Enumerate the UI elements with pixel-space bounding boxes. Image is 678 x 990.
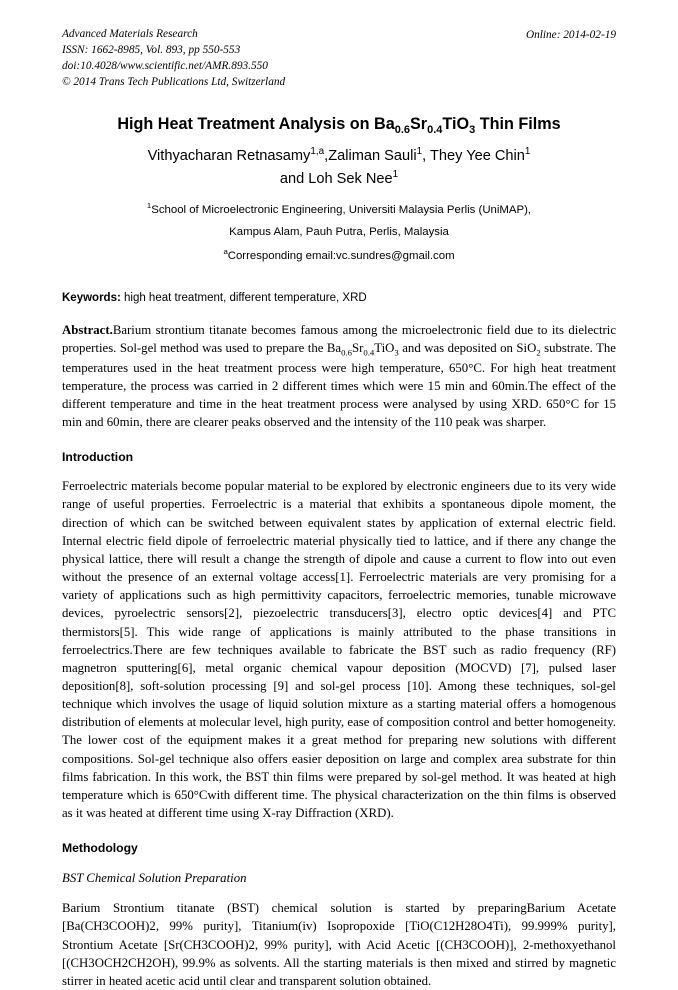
author-2-sup: 1 [416,145,423,157]
author-4-sup: 1 [392,168,399,180]
abstract-sub-4: 2 [536,347,541,358]
author-1-sup: 1,a [310,145,325,157]
abstract-text-5: substrate. The temperatures used in the heat treatment process were high temperature, 650°C. For high heat treatment temperature, the process was carried in 2 different times which were 15 min and 60min.The effect of the different temperature and time in the heat treatment process were analysed by using XRD. 650°C for 15 min and 60min, there are clearer peaks observed and the intensity of the 110 peak was sharper. [62,340,616,430]
issn-volume-pages: ISSN: 1662-8985, Vol. 893, pp 550-553 [62,44,241,57]
abstract-text-1: Barium strontium titanate becomes famous among the microelectronic field due to its dielectric properties. Sol-gel method was used to prepare the Ba [62,322,616,355]
affiliation-marker: 1 [146,200,152,210]
introduction-paragraph: Ferroelectric materials become popular material to be explored by electronic engineers due to its very wide range of useful properties. Ferroelectric is a material that exhibits a spontaneous dipole moment, the direction of which can be switched between equivalent states by application of external electric field. Internal electric field dipole of ferroelectric material physically tied to lattice, and if there any change the physical lattice, there will result a change the strength of dipole and cause a current to flow into out even without the presence of an external voltage access[1]. Ferroelectric materials are very promising for a variety of applications such as high permittivity capacitors, ferroelectric memories, tunable microwave devices, pyroelectric sensors[2], piezoelectric transducers[3], electro optic devices[4] and PTC thermistors[5]. This wide range of applications is mainly attributed to the phase transitions in ferroelectrics.There are few techniques available to fabricate the BST such as radio frequency (RF) magnetron sputtering[6], metal organic chemical vapour deposition (MOCVD) [7], pulsed laser deposition[8], soft-solution processing [9] and sol-gel process [10]. Among these techniques, sol-gel technique which involves the usage of liquid solution mixture as a starting material offers a homogenous distribution of elements at molecular level, high purity, ease of composition control and better homogeneity. The lower cost of the equipment makes it a great method for preparing new solutions with different compositions. Sol-gel technique also offers easier deposition on large and complex area substrate for thin films fabrication. In this work, the BST thin films were prepared by sol-gel method. It was heated at high temperature which is 650°Cwith different time. The physical characterization on the thin films is observed as it was heated at different time using X-ray Diffraction (XRD). [62,479,616,821]
author-1: Vithyacharan Retnasamy [147,147,311,164]
keywords-label: Keywords: [62,291,121,304]
abstract-sub-3: 3 [394,347,399,358]
header-left-block [62,26,285,90]
abstract-sub-2: 0.4 [363,347,375,358]
author-list [62,145,616,167]
affiliation-line-1 [62,198,616,222]
bst-solution-paragraph: Barium Strontium titanate (BST) chemical solution is started by preparingBarium Acetate [Ba(CH3COOH)2, 99% purity], Titanium(iv) Isopropoxide [TiO(C12H28O4Ti), 99.999% purity], Strontium Acetate [Sr(CH3COOH)2, 99% purity], with Acid Acetic [(CH3COOH)], 2-methoxyethanol [(CH3OCH2CH2OH), 99.9% as solvents. All the starting materials is then mixed and stirred by magnetic stirrer in heated acetic acid until clear and transparent solution obtained. [62,901,616,988]
journal-name: Advanced Materials Research [62,28,198,40]
title-sub-3: 3 [469,124,476,137]
page-header [62,26,616,90]
title-part-3: TiO [442,115,470,134]
abstract-paragraph [62,321,616,432]
page-title [62,114,616,138]
subsection-heading-bst-solution: BST Chemical Solution Preparation [62,871,247,886]
affiliation-line-2: Kampus Alam, Pauh Putra, Perlis, Malaysia [229,226,449,239]
abstract-text-3: TiO [374,340,395,355]
title-part-1: High Heat Treatment Analysis on Ba [117,115,395,134]
corresponding-email: Corresponding email:vc.sundres@gmail.com [227,249,455,262]
affiliation-block [62,198,616,268]
affiliation-text-1: School of Microelectronic Engineering, Universiti Malaysia Perlis (UniMAP), [151,203,532,216]
corresponding-email-line [62,244,616,268]
section-heading-methodology: Methodology [62,841,138,856]
abstract-text-2: Sr [351,340,364,355]
copyright: © 2014 Trans Tech Publications Ltd, Switzerland [62,76,286,89]
corresponding-marker: a [223,246,228,256]
abstract-sub-1: 0.6 [341,347,352,358]
author-2: ,Zaliman Sauli [324,147,417,164]
keywords-line [62,292,616,304]
title-sub-2: 0.4 [427,124,443,137]
author-list-line-2 [62,169,616,187]
author-3-sup: 1 [524,145,531,157]
title-sub-1: 0.6 [394,124,410,137]
abstract-text-4: and was deposited on SiO [398,340,537,355]
title-part-4: Thin Films [475,115,561,134]
online-date: Online: 2014-02-19 [525,29,616,41]
header-right-block [526,26,616,43]
abstract-label: Abstract. [62,322,113,337]
doi: doi:10.4028/www.scientific.net/AMR.893.550 [62,60,268,73]
author-4: and Loh Sek Nee [279,170,393,187]
keywords-value: high heat treatment, different temperature, XRD [120,291,367,304]
author-3: , They Yee Chin [422,147,525,164]
title-part-2: Sr [410,115,428,134]
section-heading-introduction: Introduction [62,450,134,465]
